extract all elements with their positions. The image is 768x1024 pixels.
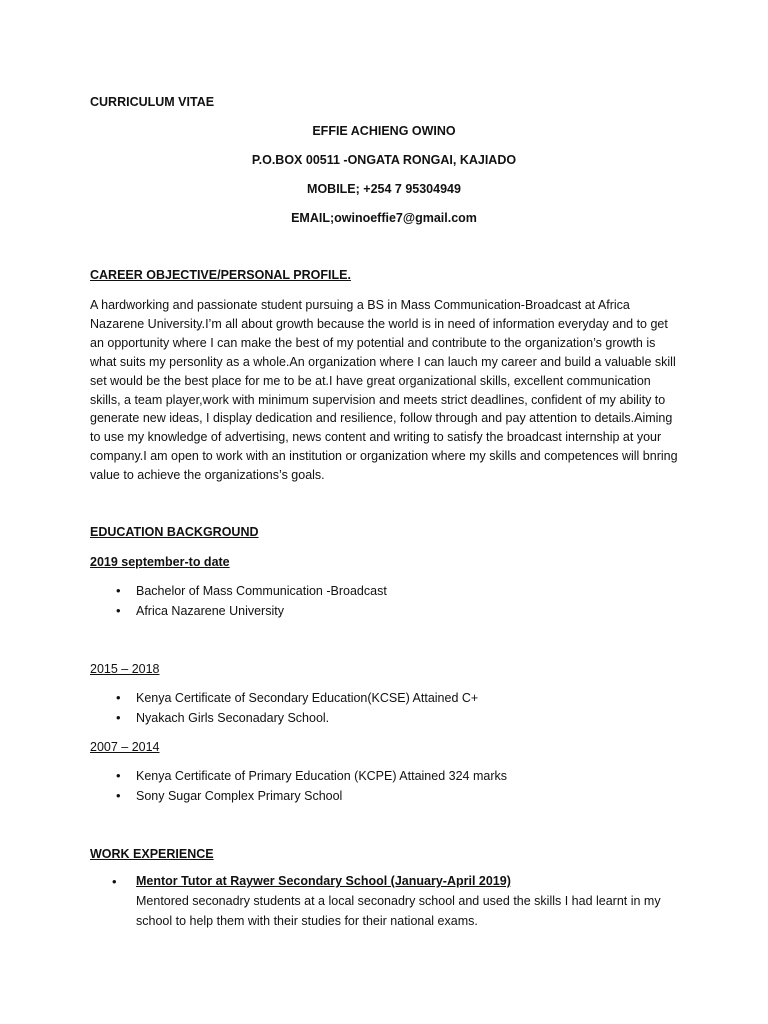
profile-paragraph: A hardworking and passionate student pursuing a BS in Mass Communication-Broadcast at Africa Nazarene University.I’m all about growth because the world is in need of information everyday and to get an opportunity where I can make the best of my potential and contribute to the organization’s growth is what suits my personlity as a whole.An organization where I can lauch my career and build a valuable skill set would be the best place for me to be at.I have great organizational skills, excellent communication skills, a team player,work with minimum supervision and meets strict deadlines, confident of my ability to generate new ideas, I display dedication and resilience, follow through and pay attention to details.Aiming to use my knowledge of advertising, news content and writing to satisfy the broadcast internship at your company.I am open to work with an institution or organization where my skills and competences will bnring value to achieve the organizations’s goals. — [90, 298, 678, 483]
list-item — [90, 601, 387, 621]
education-heading: EDUCATION BACKGROUND — [90, 525, 259, 539]
education-item: Nyakach Girls Seconadary School. — [136, 711, 330, 725]
education-list — [90, 688, 478, 728]
work-description-line: school to help them with their studies for their national exams. — [136, 914, 478, 928]
education-period: 2007 – 2014 — [90, 740, 160, 754]
education-period: 2019 september-to date — [90, 555, 230, 569]
profile-heading: CAREER OBJECTIVE/PERSONAL PROFILE. — [90, 268, 351, 282]
education-list — [90, 581, 387, 621]
work-title: Mentor Tutor at Raywer Secondary School (January-April 2019) — [136, 874, 511, 888]
candidate-name: EFFIE ACHIENG OWINO — [312, 124, 456, 138]
list-item — [90, 688, 478, 708]
list-item — [90, 708, 478, 728]
email-address: EMAIL;owinoeffie7@gmail.com — [291, 211, 477, 225]
list-item — [90, 581, 387, 601]
list-item — [90, 766, 507, 786]
list-item — [90, 786, 507, 806]
education-item: Sony Sugar Complex Primary School — [136, 789, 343, 803]
education-item: Africa Nazarene University — [136, 604, 284, 618]
work-description-line: Mentored seconadry students at a local seconadry school and used the skills I had learnt in my — [136, 894, 661, 908]
education-item: Kenya Certificate of Primary Education (KCPE) Attained 324 marks — [136, 769, 507, 783]
bullet-icon: • — [112, 874, 117, 889]
education-item: Kenya Certificate of Secondary Education(KCSE) Attained C+ — [136, 691, 479, 705]
education-item: Bachelor of Mass Communication -Broadcast — [136, 584, 387, 598]
education-list — [90, 766, 507, 806]
mobile-number: MOBILE; +254 7 95304949 — [307, 182, 461, 196]
work-heading: WORK EXPERIENCE — [90, 847, 214, 861]
education-period: 2015 – 2018 — [90, 662, 160, 676]
postal-address: P.O.BOX 00511 -ONGATA RONGAI, KAJIADO — [251, 153, 517, 167]
document-title: CURRICULUM VITAE — [90, 95, 215, 109]
